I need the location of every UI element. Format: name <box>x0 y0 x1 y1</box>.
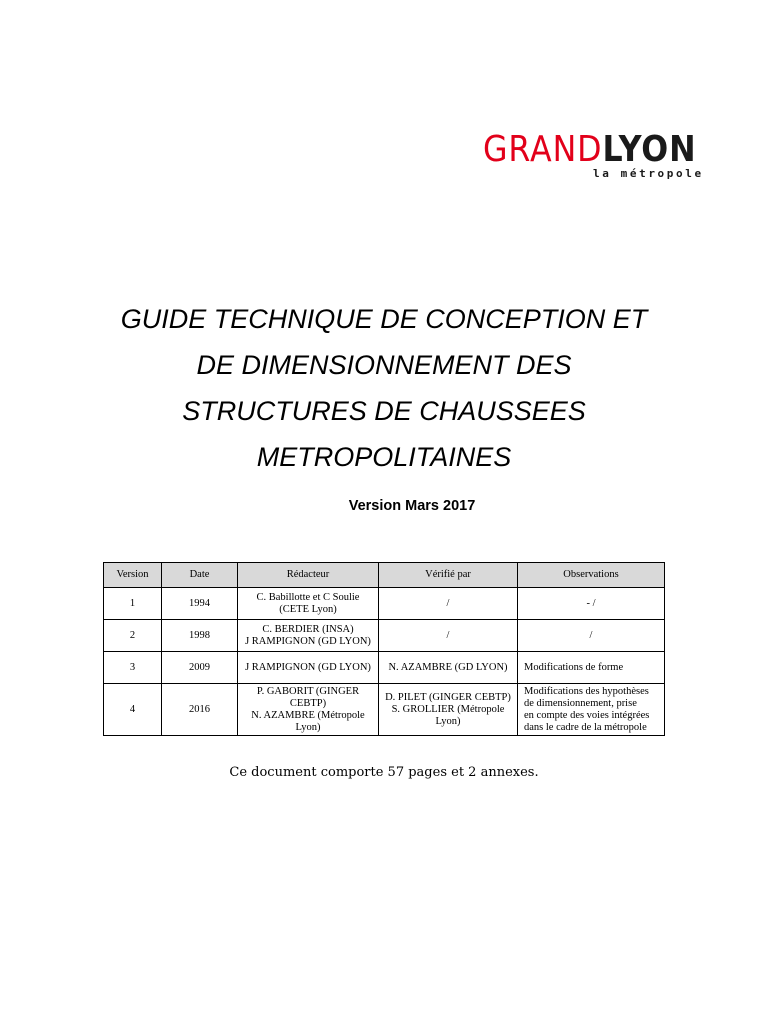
version-history-table <box>103 562 665 736</box>
verifie-line: / <box>446 597 450 609</box>
cell-observations <box>518 588 665 620</box>
version-date: Version Mars 2017 <box>348 498 476 514</box>
cell-date: 1998 <box>162 620 238 652</box>
title-line: DE DIMENSIONNEMENT DES <box>196 350 572 380</box>
cell-verifie <box>379 588 518 620</box>
title-line: METROPOLITAINES <box>256 442 512 472</box>
cell-date: 2016 <box>162 684 238 736</box>
header-redacteur: Rédacteur <box>238 563 379 588</box>
cell-redacteur <box>238 588 379 620</box>
header-verifie-par: Vérifié par <box>379 563 518 588</box>
cell-date: 2009 <box>162 652 238 684</box>
logo-wordmark <box>483 129 697 170</box>
cell-verifie <box>379 684 518 736</box>
cell-observations <box>518 684 665 736</box>
table-header-row <box>104 563 665 588</box>
redacteur-line: Lyon) <box>295 721 321 733</box>
observation-line: Modifications des hypothèses <box>524 685 649 697</box>
observation-line: / <box>589 629 593 641</box>
verifie-line: Lyon) <box>435 715 461 727</box>
document-title <box>84 296 684 480</box>
cell-version: 4 <box>104 684 162 736</box>
verifie-line: D. PILET (GINGER CEBTP) <box>385 691 511 703</box>
redacteur-line: J RAMPIGNON (GD LYON) <box>245 635 371 647</box>
verifie-line: S. GROLLIER (Métropole <box>391 703 505 715</box>
logo-lyon-text: LYON <box>602 129 697 170</box>
verifie-line: / <box>446 629 450 641</box>
table-row <box>104 684 665 736</box>
cell-date: 1994 <box>162 588 238 620</box>
cell-redacteur <box>238 652 379 684</box>
cell-redacteur <box>238 684 379 736</box>
redacteur-line: N. AZAMBRE (Métropole <box>251 709 365 721</box>
redacteur-line: (CETE Lyon) <box>279 603 337 615</box>
cell-redacteur <box>238 620 379 652</box>
observation-line: en compte des voies intégrées <box>524 709 650 721</box>
observation-line: - / <box>586 597 596 609</box>
cell-verifie <box>379 620 518 652</box>
table-row <box>104 652 665 684</box>
header-observations: Observations <box>518 563 665 588</box>
header-version: Version <box>104 563 162 588</box>
cell-observations <box>518 652 665 684</box>
table-row <box>104 588 665 620</box>
observation-line: de dimensionnement, prise <box>524 697 637 709</box>
header-date: Date <box>162 563 238 588</box>
observation-line: Modifications de forme <box>524 661 624 673</box>
title-line: STRUCTURES DE CHAUSSEES <box>182 396 586 426</box>
cell-version: 3 <box>104 652 162 684</box>
redacteur-line: C. BERDIER (INSA) <box>262 623 354 635</box>
observation-line: dans le cadre de la métropole <box>524 721 647 733</box>
redacteur-line: C. Babillotte et C Soulie <box>256 591 360 603</box>
cell-version: 1 <box>104 588 162 620</box>
page-count-note: Ce document comporte 57 pages et 2 annexes. <box>229 765 539 780</box>
title-line: GUIDE TECHNIQUE DE CONCEPTION ET <box>120 304 648 334</box>
cell-observations <box>518 620 665 652</box>
verifie-line: N. AZAMBRE (GD LYON) <box>388 661 508 673</box>
logo-grand-text: GRAND <box>483 129 603 170</box>
logo-tagline: la métropole <box>593 167 704 180</box>
table-row <box>104 620 665 652</box>
cell-verifie <box>379 652 518 684</box>
grandlyon-logo <box>483 130 719 186</box>
redacteur-line: J RAMPIGNON (GD LYON) <box>245 661 371 673</box>
cell-version: 2 <box>104 620 162 652</box>
redacteur-line: CEBTP) <box>289 697 327 709</box>
redacteur-line: P. GABORIT (GINGER <box>256 685 360 697</box>
